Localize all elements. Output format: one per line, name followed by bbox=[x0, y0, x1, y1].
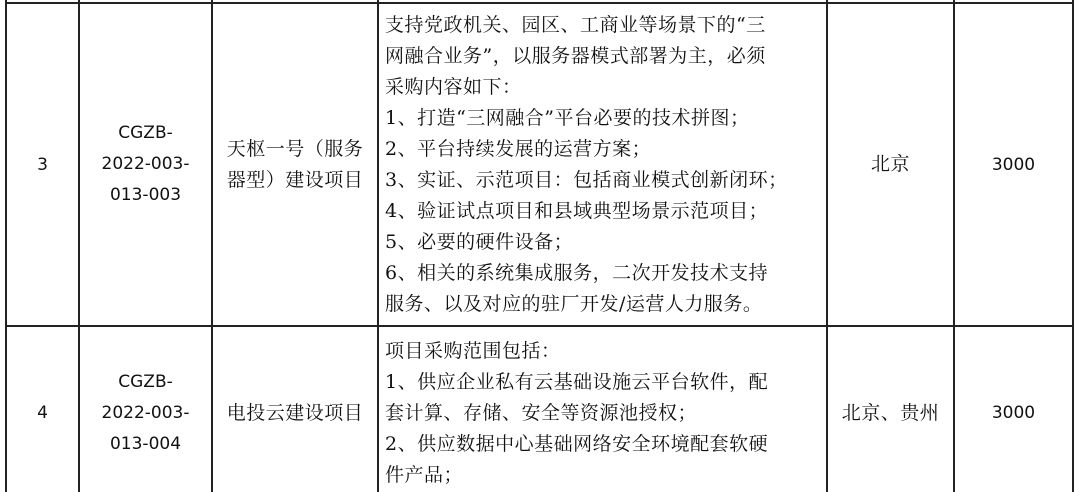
project-code-line: CGZB- bbox=[118, 123, 173, 143]
row-index: 3 bbox=[6, 3, 79, 326]
project-code bbox=[79, 326, 212, 492]
content-line: 3、实证、示范项目：包括商业模式创新闭环； bbox=[385, 169, 788, 191]
content-line: 2、供应数据中心基础网络安全环境配套软硬 bbox=[385, 433, 769, 455]
project-name bbox=[212, 3, 378, 326]
project-code-line: 013-003 bbox=[109, 185, 182, 205]
content-line: 4、验证试点项目和县域典型场景示范项目； bbox=[385, 200, 769, 222]
project-code-line: 2022-003- bbox=[101, 402, 190, 423]
content-line: 件产品； bbox=[385, 464, 464, 486]
project-code bbox=[79, 3, 212, 326]
table-row bbox=[6, 3, 1073, 326]
project-name-line: 天枢一号（服务 bbox=[226, 137, 364, 160]
project-name bbox=[212, 326, 378, 492]
row-index: 4 bbox=[6, 326, 79, 492]
amount: 3000 bbox=[954, 3, 1073, 326]
content-line: 项目采购范围包括： bbox=[385, 340, 561, 362]
content-line: 支持党政机关、园区、工商业等场景下的“三 bbox=[385, 14, 766, 36]
content-line: 套计算、存储、安全等资源池授权； bbox=[385, 402, 698, 424]
procurement-table bbox=[5, 0, 1074, 492]
location: 北京、贵州 bbox=[827, 326, 954, 492]
procurement-content bbox=[378, 326, 827, 492]
content-line: 1、供应企业私有云基础设施云平台软件，配 bbox=[385, 371, 769, 393]
project-code-line: 013-004 bbox=[109, 433, 182, 454]
amount: 3000 bbox=[954, 326, 1073, 492]
content-line: 1、打造“三网融合”平台必要的技术拼图； bbox=[385, 107, 750, 129]
content-line: 采购内容如下： bbox=[385, 76, 522, 98]
project-code-line: CGZB- bbox=[118, 371, 173, 392]
content-line: 服务、以及对应的驻厂开发/运营人力服务。 bbox=[385, 293, 763, 315]
content-line: 5、必要的硬件设备； bbox=[385, 231, 574, 253]
location: 北京 bbox=[827, 3, 954, 326]
content-line: 2、平台持续发展的运营方案； bbox=[385, 138, 652, 160]
content-line: 6、相关的系统集成服务，二次开发技术支持 bbox=[385, 262, 769, 284]
project-code-line: 2022-003- bbox=[101, 154, 190, 174]
project-name-line: 器型）建设项目 bbox=[226, 168, 364, 191]
content-line: 网融合业务”，以服务器模式部署为主，必须 bbox=[385, 45, 766, 67]
table-row bbox=[6, 326, 1073, 492]
procurement-content bbox=[378, 3, 827, 326]
project-name-line: 电投云建设项目 bbox=[226, 401, 364, 424]
